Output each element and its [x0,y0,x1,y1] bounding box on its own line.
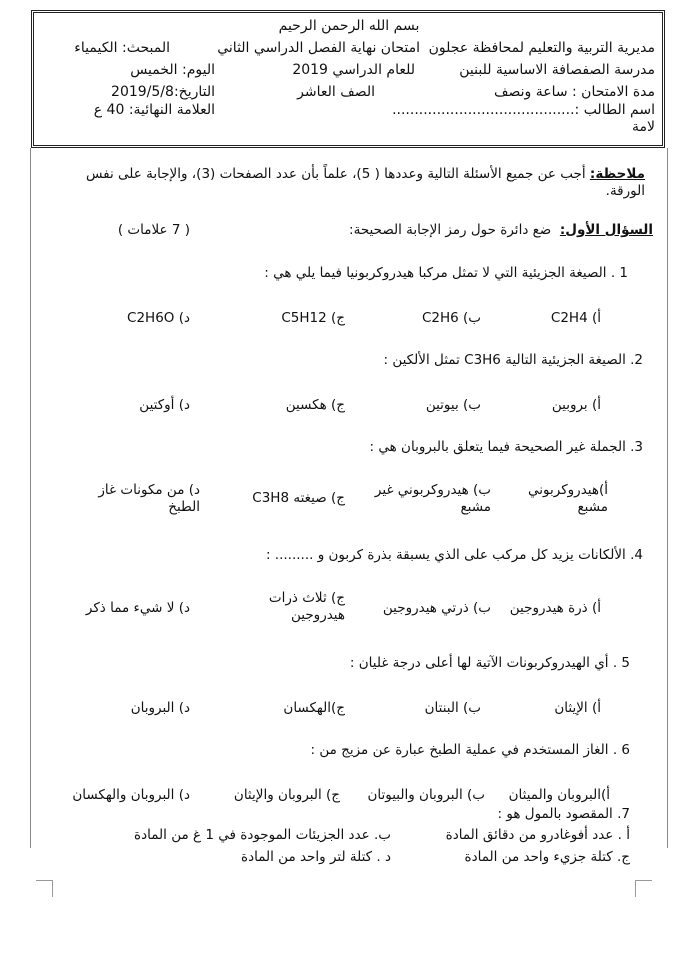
option-c[interactable]: ج. كتلة جزيء واحد من المادة [464,849,630,865]
academic-year: للعام الدراسي 2019 [292,62,415,78]
note-label: ملاحظة: [589,166,645,182]
option-b[interactable]: ب) هيدروكربوني غير مشبع [374,482,491,515]
option-b[interactable]: ب) البنتان [424,700,481,716]
option-b[interactable]: ب. عدد الجزيئات الموجودة في 1 غ من المادة [134,827,391,843]
grade: الصف العاشر [297,84,375,100]
question-6: 6 . الغاز المستخدم في عملية الطبخ عبارة عن مزيج من : [310,742,630,758]
question-instruction: ضع دائرة حول رمز الإجابة الصحيحة: [349,222,552,238]
question-2: 2. الصيغة الجزيئية التالية C3H6 تمثل الألكين : [383,352,643,368]
exam-title: امتحان نهاية الفصل الدراسي الثاني [217,40,420,56]
option-c[interactable]: ج)الهكسان [283,700,345,716]
exam-date: التاريخ:2019/5/8 [111,84,215,100]
option-b[interactable]: ب) ذرتي هيدروجين [382,600,491,616]
question-5: 5 . أي الهيدروكربونات الآتية لها أعلى درجة غليان : [349,655,630,671]
option-a[interactable]: أ . عدد أفوغادرو من دقائق المادة [445,827,630,843]
final-mark-continued: لامة [632,119,655,135]
option-a[interactable]: أ)البروبان والميثان [508,787,610,803]
option-d[interactable]: د) البروبان والهكسان [72,787,190,803]
option-d[interactable]: د) من مكونات غاز الطبخ [98,482,200,515]
subject: المبحث: الكيمياء [74,40,170,56]
exam-day: اليوم: الخميس [130,62,215,78]
question-7: 7. المقصود بالمول هو : [497,806,630,822]
option-a[interactable]: أ) ذرة هيدروجين [509,600,601,616]
option-d[interactable]: د) البروبان [130,700,190,716]
corner-mark-right [635,880,652,897]
option-a[interactable]: أ) C2H4 [550,310,601,326]
question-3: 3. الجملة غير الصحيحة فيما يتعلق بالبروبان هي : [369,439,643,455]
option-c[interactable]: ج) C5H12 [281,310,345,326]
option-d[interactable]: د) C2H6O [127,310,190,326]
final-mark: العلامة النهائية: 40 ع [93,102,215,118]
option-b[interactable]: ب) البروبان والبيوتان [367,787,485,803]
option-a[interactable]: أ) بروبين [551,397,601,413]
directorate: مديرية التربية والتعليم لمحافظة عجلون [428,40,655,56]
school: مدرسة الصفصافة الاساسية للبنين [459,62,655,78]
option-d[interactable]: د . كتلة لتر واحد من المادة [241,849,391,865]
option-a[interactable]: أ)هيدروكربوني مشبع [528,482,608,515]
question-1: 1 . الصيغة الجزيئية التي لا تمثل مركبا هيدروكربونيا فيما يلي هي : [264,265,628,281]
option-c[interactable]: ج) هكسين [285,397,345,413]
option-c[interactable]: ج) ثلاث ذرات هيدروجين [268,590,345,623]
note-text: أجب عن جميع الأسئلة التالية وعددها ( 5)، علماً بأن عدد الصفحات (3)، والإجابة على نفس الورقة. [85,166,645,199]
option-d[interactable]: د) لا شيء مما ذكر [85,600,190,616]
basmala: بسم الله الرحمن الرحيم [278,18,420,34]
exam-duration: مدة الامتحان : ساعة ونصف [493,84,655,100]
option-b[interactable]: ب) C2H6 [421,310,481,326]
student-name-field: اسم الطالب :......................................... [392,102,655,118]
option-d[interactable]: د) أوكتين [139,397,190,413]
instructions-note [45,166,645,200]
question-marks: ( 7 علامات ) [117,222,190,238]
option-b[interactable]: ب) بيوتين [425,397,481,413]
question-heading [349,222,653,239]
question-label: السؤال الأول: [559,222,653,238]
option-c[interactable]: ج) صيغته C3H8 [252,490,345,506]
question-4: 4. الألكانات يزيد كل مركب على الذي يسبقة بذرة كربون و ......... : [265,547,643,563]
option-c[interactable]: ج) البروبان والإيثان [233,787,340,803]
corner-mark-left [36,880,53,897]
option-a[interactable]: أ) الإيثان [554,700,601,716]
